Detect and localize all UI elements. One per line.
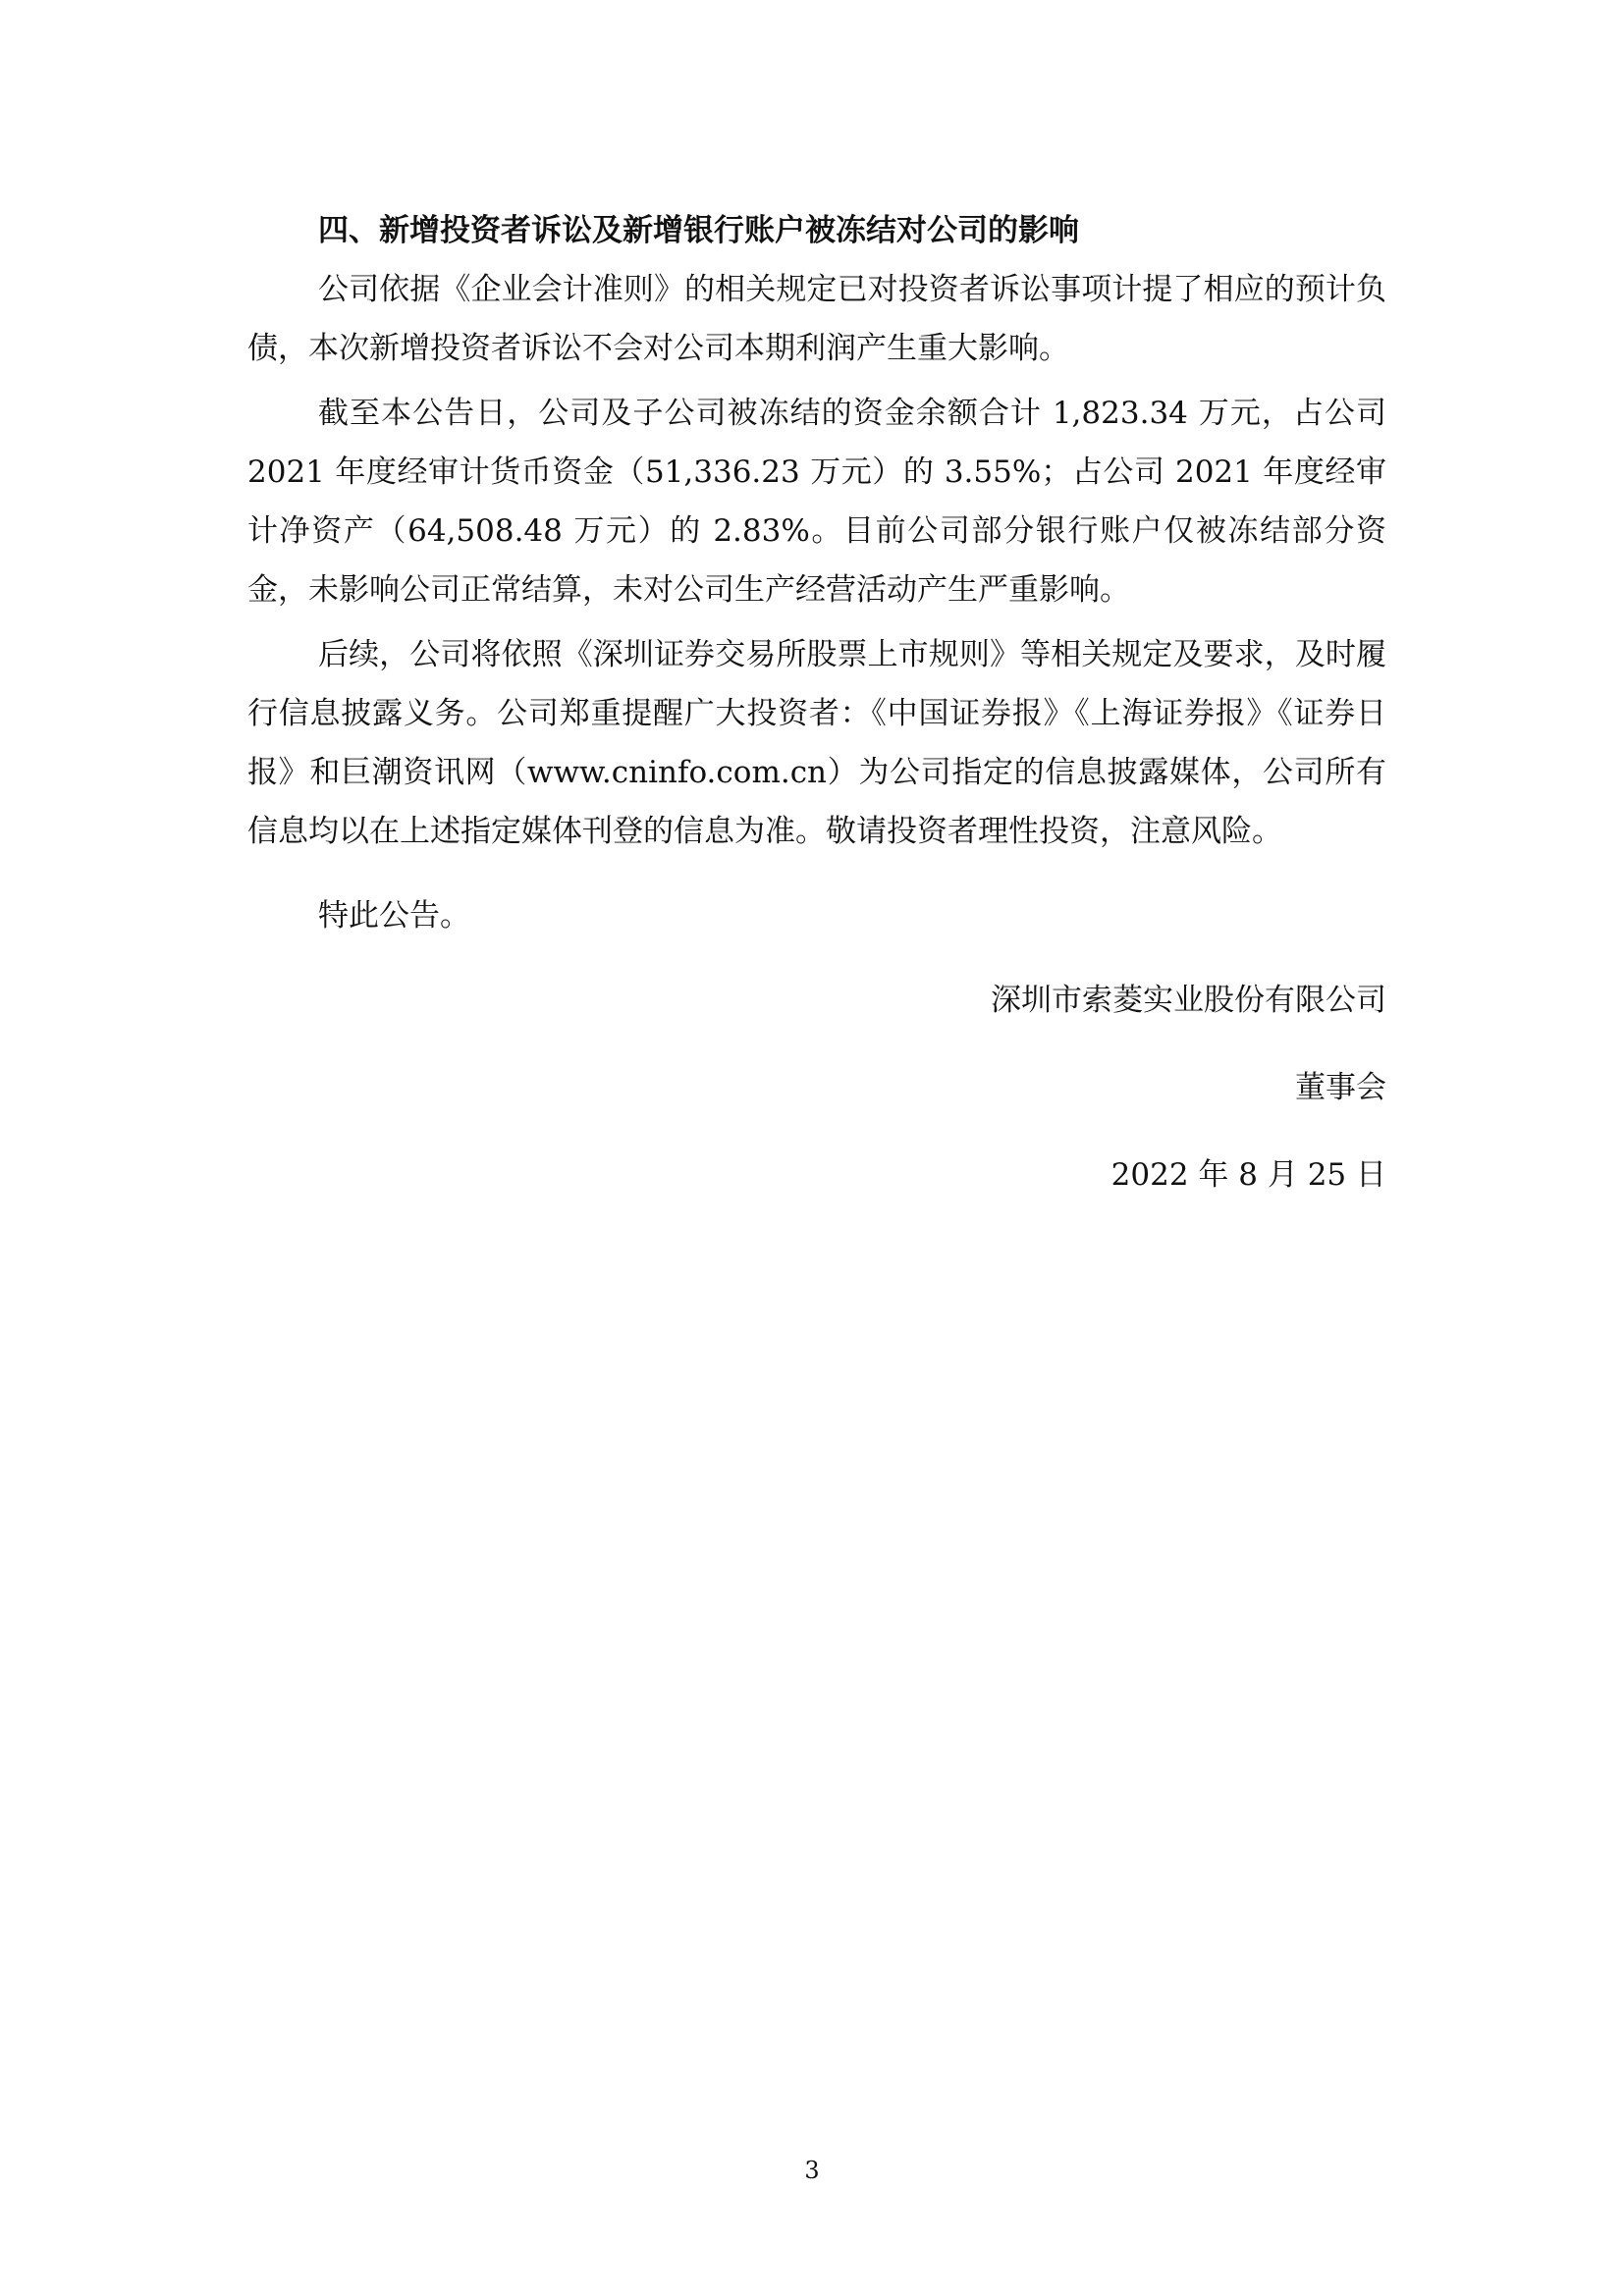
page-number: 3 bbox=[804, 2157, 820, 2184]
signature-company: 深圳市索菱实业股份有限公司 bbox=[991, 983, 1386, 1018]
section-heading: 四、新增投资者诉讼及新增银行账户被冻结对公司的影响 bbox=[318, 213, 1079, 248]
closing-statement: 特此公告。 bbox=[318, 898, 470, 934]
signature-date: 2022 年 8 月 25 日 bbox=[1110, 1157, 1386, 1193]
paragraph-frozen-funds: 截至本公告日，公司及子公司被冻结的资金余额合计 1,823.34 万元，占公司 2021 年度经审计货币资金（51,336.23 万元）的 3.55%；占公司 2021 年度经审计净资产（64,508.48 万元）的 2.83%。目前公司部分银行账户仅被冻结部分资金，未影响公司正常结算，未对公司生产经营活动产生严重影响。 bbox=[247, 396, 1386, 608]
paragraph-accounting-impact: 公司依据《企业会计准则》的相关规定已对投资者诉讼事项计提了相应的预计负债，本次新增投资者诉讼不会对公司本期利润产生重大影响。 bbox=[247, 272, 1386, 366]
paragraph-disclosure-notice: 后续，公司将依照《深圳证券交易所股票上市规则》等相关规定及要求，及时履行信息披露义务。公司郑重提醒广大投资者：《中国证券报》《上海证券报》《证券日报》和巨潮资讯网（www.cninfo.com.cn）为公司指定的信息披露媒体，公司所有信息均以在上述指定媒体刊登的信息为准。敬请投资者理性投资，注意风险。 bbox=[247, 637, 1386, 849]
document-body bbox=[247, 201, 1386, 1233]
signature-board: 董事会 bbox=[1295, 1070, 1386, 1105]
